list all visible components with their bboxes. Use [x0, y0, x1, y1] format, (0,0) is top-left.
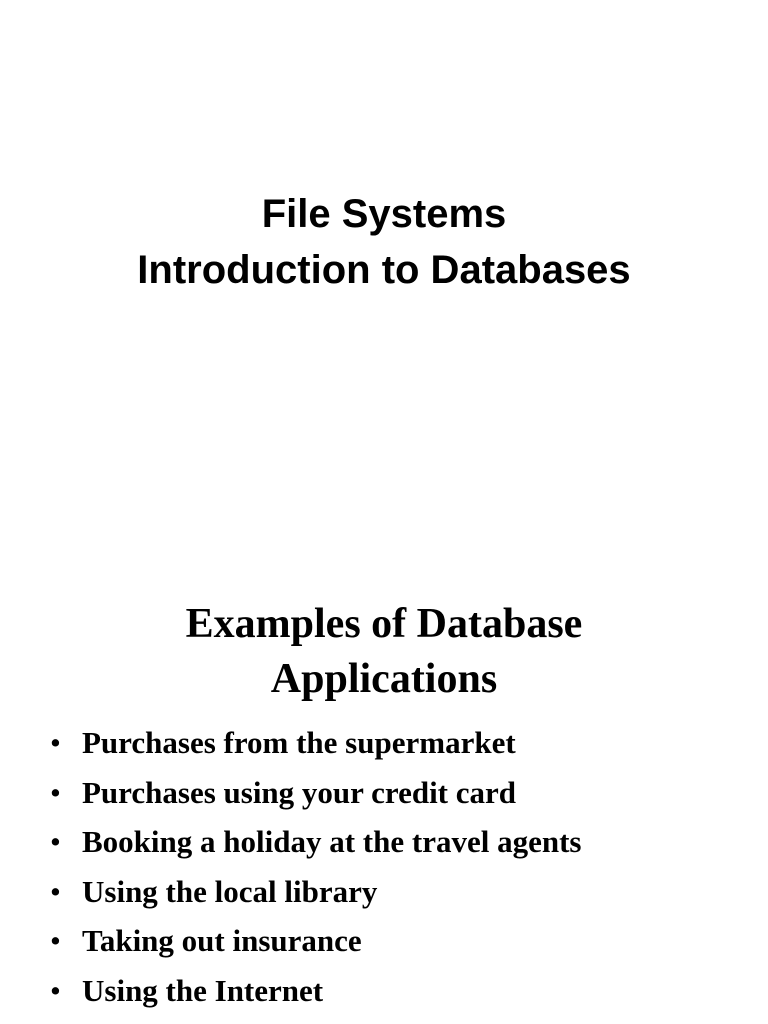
list-item — [0, 718, 768, 768]
list-item — [0, 966, 768, 1016]
bullet-icon: • — [50, 824, 61, 859]
bullet-icon: • — [50, 972, 61, 1008]
list-item — [0, 817, 768, 867]
bullet-icon: • — [50, 725, 61, 760]
bullet-icon: • — [50, 774, 61, 810]
list-item-text: Taking out insurance — [82, 923, 362, 958]
list-item — [0, 916, 768, 966]
list-item — [0, 867, 768, 917]
bullet-icon: • — [50, 873, 61, 909]
title-line-file-systems: File Systems — [261, 192, 507, 236]
examples-title-line1: Examples of Database — [185, 601, 583, 647]
title-line-intro-databases: Introduction to Databases — [137, 248, 631, 292]
list-item-text: Booking a holiday at the travel agents — [82, 824, 582, 859]
list-item-text: Using the Internet — [82, 972, 324, 1008]
list-item-text: Purchases using your credit card — [82, 774, 517, 810]
list-item-text: Purchases from the supermarket — [82, 725, 516, 760]
examples-title-line2: Applications — [270, 656, 498, 702]
bullet-icon: • — [50, 923, 61, 958]
list-item-text: Using the local library — [82, 873, 378, 909]
examples-bullet-list — [0, 718, 768, 1015]
list-item — [0, 768, 768, 818]
